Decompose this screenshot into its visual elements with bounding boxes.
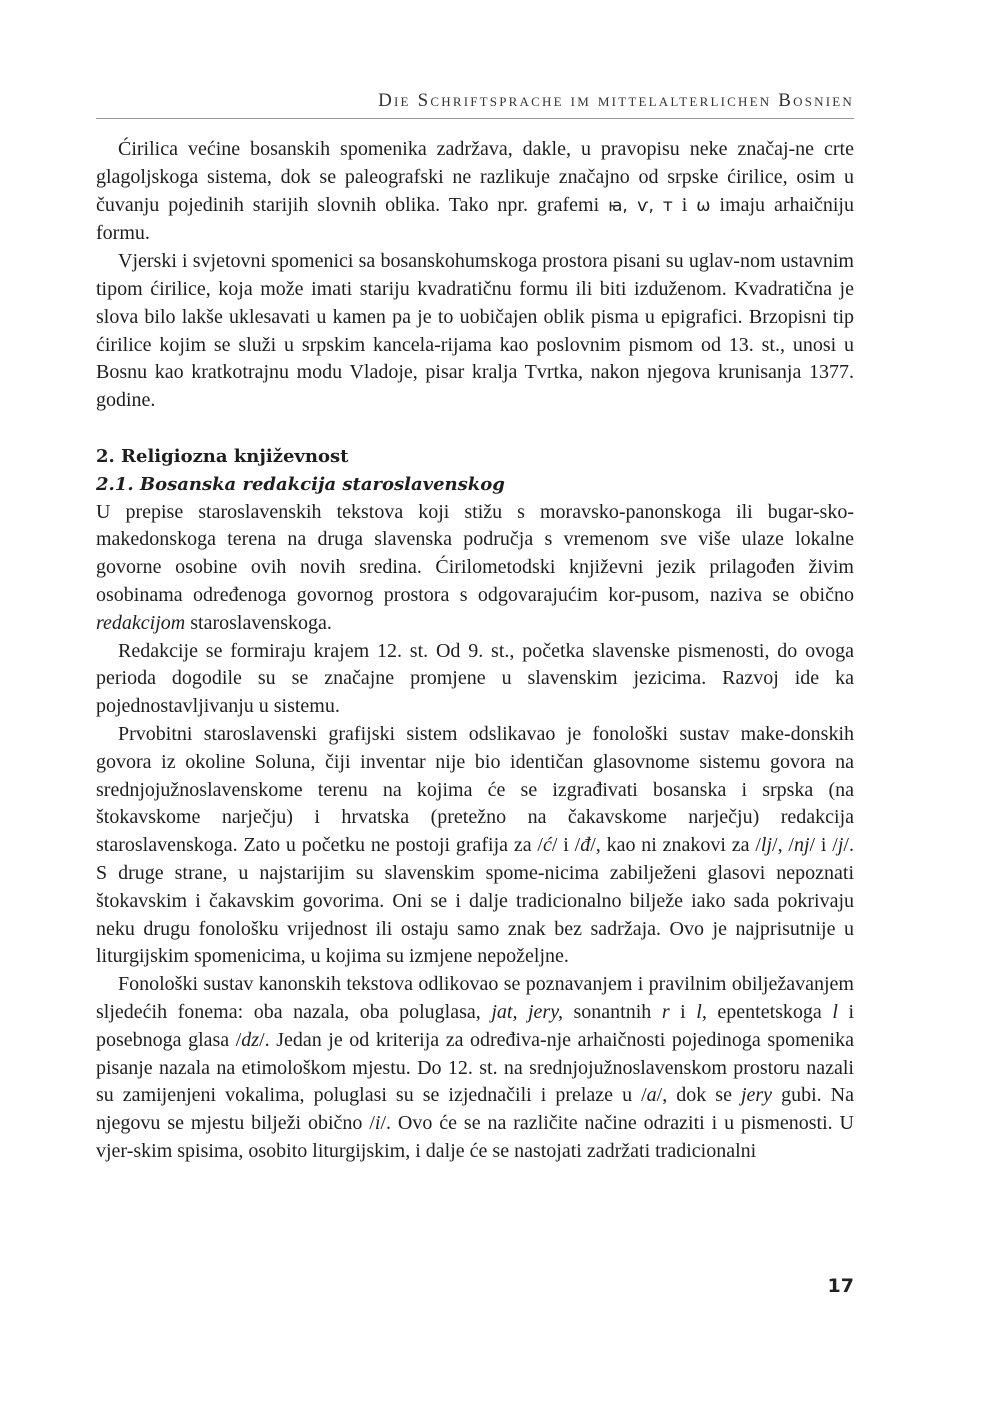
running-head <box>96 90 854 119</box>
cyrillic-glyph: ѡ <box>696 195 711 216</box>
paragraph-3: U prepise staroslavenskih tekstova koji stižu s moravsko-panonskoga ili bugar-sko-makedonskoga terena na druga slavenska područja s vremenom sve više ulaze lokalne govorne osobine ovih novih sredina. Ćirilometodski književni jezik prilagođen živim osobinama određenoga govornog prostora s odgovarajućim kor-pusom, naziva se obično redakcijom staroslavenskoga. <box>96 500 854 634</box>
body-text <box>96 136 854 1166</box>
cyrillic-glyphs: ꙗ, ѵ, <box>608 195 654 216</box>
section-heading: 2. Religiozna književnost <box>96 445 349 467</box>
cyrillic-glyph: т <box>662 195 673 216</box>
paragraph-2: Vjerski i svjetovni spomenici sa bosanskohumskoga prostora pisani su uglav-nom ustavnim tipom ćirilice, koja može imati stariju kvadratičnu formu ili biti izduženom. Kvadratična je slova bilo lakše uklesavati u kamen pa je to uobičajen oblik pisma u epigrafici. Brzopisni tip ćirilice kojim se služi u srpskim kancela-rijama kao poslovnim pismom od 13. st., unosi u Bosnu kao kratkotrajnu modu Vladoje, pisar kralja Tvrtka, nakon njegova krunisanja 1377. godine. <box>96 250 854 412</box>
paragraph-5: Prvobitni staroslavenski grafijski sistem odslikavao je fonološki sustav make-donskih govora iz okoline Soluna, čiji inventar nije bio identičan glasovnome sistemu govora na srednjojužnoslavenskome terenu na kojima će se izgrađivati bosanska i srpska (na štokavskome narječju) i hrvatska (pretežno na čakavskome narječju) redakcija staroslavenskoga. Zato u početku ne postoji grafija za /ć/ i /đ/, kao ni znakovi za /lj/, /nj/ i /j/. S druge strane, u najstarijim su slavenskim spome-nicima zabilježeni glasovi nepoznati štokavskim i čakavskim govorima. Oni se i dalje tradicionalno bilježe iako sada pokrivaju neku drugu fonološku vrijednost ili ostaju samo znak bez sadržaja. Ovo je najprisutnije u liturgijskim spomenicima, u kojima su izmjene nepoželjne. <box>96 722 854 968</box>
subsection-heading: 2.1. Bosanska redakcija staroslavenskog <box>96 473 505 495</box>
paragraph-4: Redakcije se formiraju krajem 12. st. Od 9. st., početka slavenske pismenosti, do ovoga perioda dogodile su se značajne promjene u slavenskim jezicima. Razvoj ide ka pojednostavljivanju u sistemu. <box>96 639 854 718</box>
paragraph-1: Ćirilica većine bosanskih spomenika zadržava, dakle, u pravopisu neke značaj-ne crte glagoljskoga sistema, dok se paleografski ne razlikuje značajno od srpske ćirilice, osim u čuvanju pojedinih starijih slovnih oblika. Tako npr. grafemi ꙗ, ѵ, т i ѡ imaju arhaičniju formu. <box>96 138 854 245</box>
page-number: 17 <box>827 1275 854 1297</box>
paragraph-6: Fonološki sustav kanonskih tekstova odlikovao se poznavanjem i pravilnim obilježavanjem sljedećih fonema: oba nazala, oba poluglasa, jat, jery, sonantnih r i l, epentetskoga l i posebnoga glasa /dz/. Jedan je od kriterija za određiva-nje arhaičnosti pojedinoga spomenika pisanje nazala na etimološkom mjestu. Do 12. st. na srednjojužnoslavenskom prostoru nazali su zamijenjeni vokalima, poluglasi su se izjednačili i prelaze u /a/, dok se jery gubi. Na njegovu se mjestu bilježi obično /i/. Ovo će se na različite načine odraziti i u pismenosti. U vjer-skim spisima, osobito liturgijskim, i dalje će se nastojati zadržati tradicionalni <box>96 973 855 1162</box>
running-head-title: Die Schriftsprache im mittelalterlichen Bosnien <box>378 90 854 111</box>
